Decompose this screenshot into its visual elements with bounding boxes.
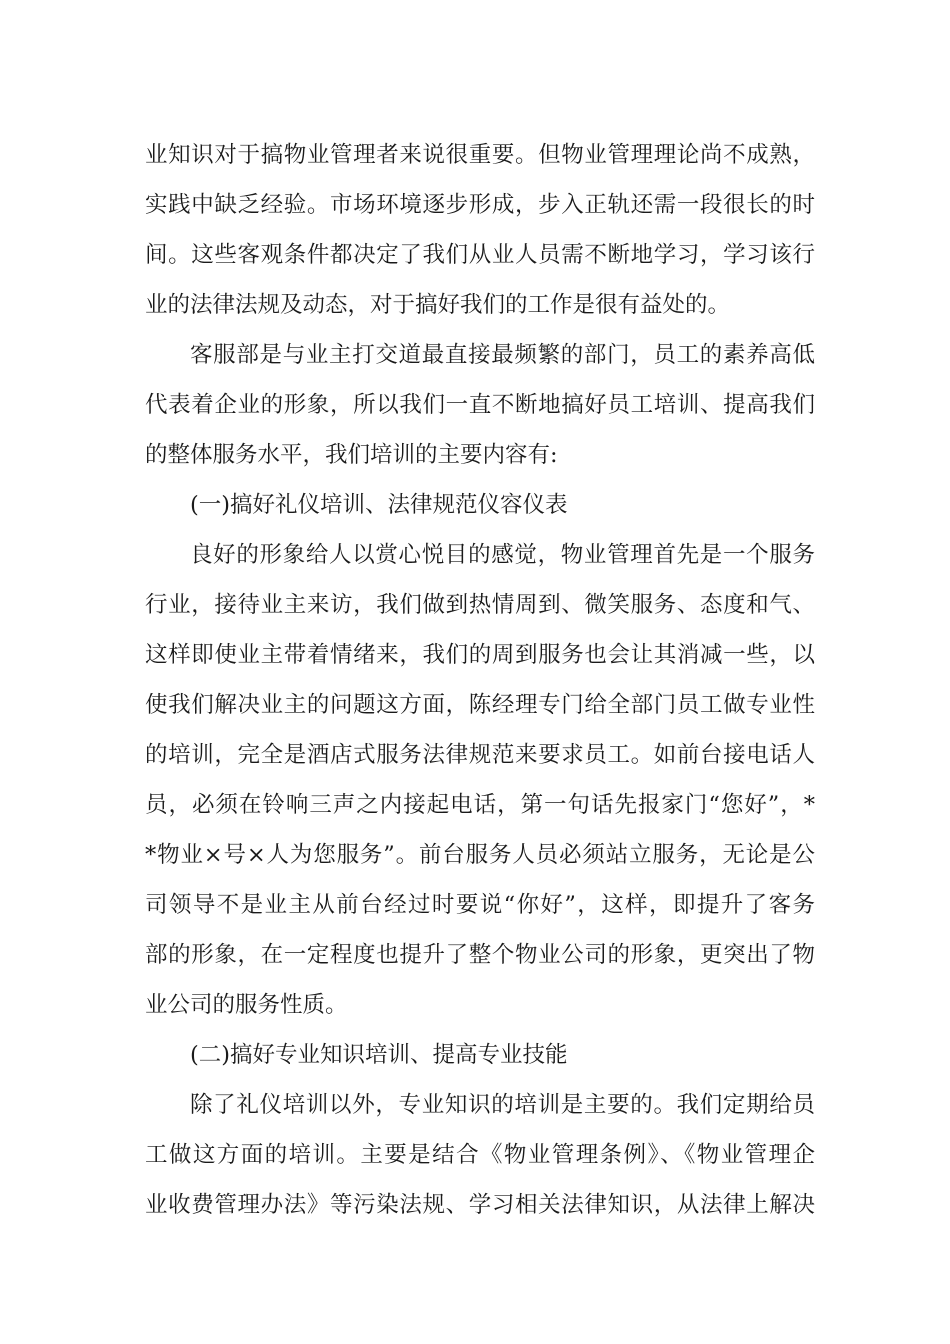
- text-line: 的培训，完全是酒店式服务法律规范来要求员工。如前台接电话人: [145, 742, 815, 768]
- text-line: 客服部是与业主打交道最直接最频繁的部门，员工的素养高低: [190, 342, 815, 368]
- document-body: [145, 130, 815, 1230]
- text-line: 代表着企业的形象，所以我们一直不断地搞好员工培训、提高我们: [145, 392, 815, 418]
- text-line: 司领导不是业主从前台经过时要说“你好”，这样，即提升了客务: [145, 892, 815, 918]
- text-line: 使我们解决业主的问题这方面，陈经理专门给全部门员工做专业性: [145, 692, 815, 718]
- text-line: 良好的形象给人以赏心悦目的感觉，物业管理首先是一个服务: [190, 542, 815, 568]
- text-line: 业的法律法规及动态，对于搞好我们的工作是很有益处的。: [145, 292, 731, 318]
- text-line: 部的形象，在一定程度也提升了整个物业公司的形象，更突出了物: [145, 942, 815, 968]
- paragraph: [145, 130, 815, 330]
- text-line: 业公司的服务性质。: [145, 992, 348, 1018]
- text-line: 工做这方面的培训。主要是结合《物业管理条例》、《物业管理企: [145, 1142, 815, 1168]
- text-line: 业收费管理办法》等污染法规、学习相关法律知识，从法律上解决: [145, 1192, 815, 1218]
- text-line: 间。这些客观条件都决定了我们从业人员需不断地学习，学习该行: [145, 242, 815, 268]
- section-heading: [145, 480, 815, 530]
- heading-line: (二)搞好专业知识培训、提高专业技能: [190, 1042, 568, 1068]
- text-line: 这样即使业主带着情绪来，我们的周到服务也会让其消减一些，以: [145, 642, 815, 668]
- text-line: 员，必须在铃响三声之内接起电话，第一句话先报家门“您好”，*: [145, 792, 815, 818]
- paragraph: [145, 1080, 815, 1230]
- paragraph: [145, 330, 815, 480]
- paragraph: [145, 530, 815, 1030]
- section-heading: [145, 1030, 815, 1080]
- heading-line: (一)搞好礼仪培训、法律规范仪容仪表: [190, 492, 568, 518]
- text-line: 业知识对于搞物业管理者来说很重要。但物业管理理论尚不成熟，: [145, 142, 815, 168]
- text-line: 实践中缺乏经验。市场环境逐步形成，步入正轨还需一段很长的时: [145, 192, 815, 218]
- text-line: *物业×号×人为您服务”。前台服务人员必须站立服务，无论是公: [145, 842, 815, 868]
- text-line: 除了礼仪培训以外，专业知识的培训是主要的。我们定期给员: [190, 1092, 815, 1118]
- text-line: 行业，接待业主来访，我们做到热情周到、微笑服务、态度和气、: [145, 592, 815, 618]
- text-line: 的整体服务水平，我们培训的主要内容有:: [145, 442, 558, 468]
